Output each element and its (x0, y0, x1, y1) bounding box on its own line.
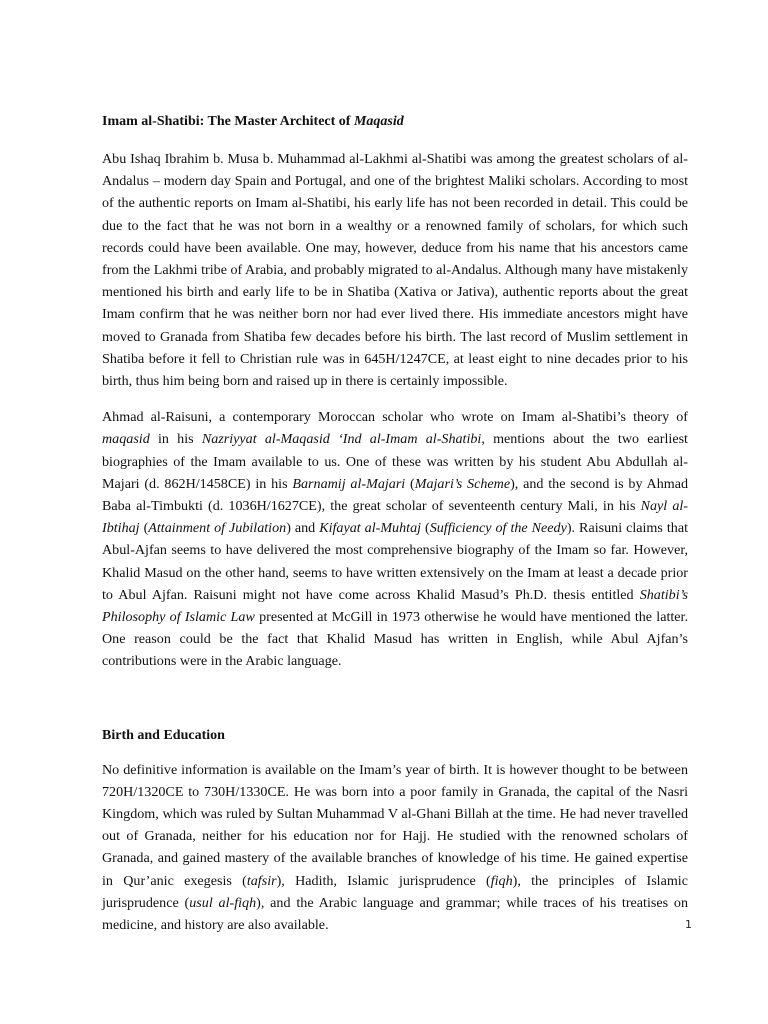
text-run: ( (139, 520, 149, 537)
text-run: No definitive information is available on the Imam’s year of birth. It is however thought to be between 720H/1320CE to 730H/1330CE. He was born into a poor family in Granada, the capital of the Nasri Kingdom, which was ruled by Sultan Muhammad V al-Ghani Billah at the time. He had never travelled out of Granada, neither for his education nor for Hajj. He studied with the renowned scholars of Granada, and gained mastery of the available branches of knowledge of his time. He gained expertise in Qur’anic exegesis ( (102, 761, 688, 889)
italic-book-title: Nayl al-Ibtihaj (102, 498, 688, 537)
paragraph-intro: Abu Ishaq Ibrahim b. Musa b. Muhammad al-Lakhmi al-Shatibi was among the greatest scholars of al-Andalus – modern day Spain and Portugal, and one of the brightest Maliki scholars. According to most of the authentic reports on Imam al-Shatibi, his early life has not been recorded in detail. This could be due to the fact that he was not born in a wealthy or a renowned family of scholars, for which such records could have been available. One may, however, deduce from his name that his ancestors came from the Lakhmi tribe of Arabia, and probably migrated to al-Andalus. Although many have mistakenly mentioned his birth and early life to be in Shatiba (Xativa or Jativa), authentic reports about the great Imam confirm that he was neither born nor had ever lived there. His immediate ancestors might have moved to Granada from Shatiba few decades before his birth. The last record of Muslim settlement in Shatiba before it fell to Christian rule was in 645H/1247CE, at least eight to nine decades prior to his birth, thus him being born and raised up in there is certainly impossible. (102, 151, 688, 390)
text-run: presented at McGill in 1973 otherwise he would have mentioned the latter. One reason could be the fact that Khalid Masud has written in English, while Abul Ajfan’s contributions were in the Arabic language. (102, 609, 688, 670)
text-run: , mentions about the two earliest biographies of the Imam available to us. One of these was written by his student Abu Abdullah al-Majari (d. 862H/1458CE) in his (102, 431, 688, 492)
italic-term: tafsir (246, 872, 277, 889)
italic-term: maqasid (102, 431, 150, 448)
text-run: Ahmad al-Raisuni, a contemporary Moroccan scholar who wrote on Imam al-Shatibi’s theory of (102, 409, 688, 426)
document-title (102, 112, 688, 131)
text-run: ), and the second is by Ahmad Baba al-Timbukti (d. 1036H/1627CE), the great scholar of seventeenth century Mali, in his (102, 475, 689, 515)
italic-book-title: Kifayat al-Muhtaj (319, 520, 422, 537)
italic-thesis-title: Shatibi’s Philosophy of Islamic Law (102, 586, 688, 626)
text-run: ). Raisuni claims that Abul-Ajfan seems to have delivered the most comprehensive biography of the Imam so far. However, Khalid Masud on the other hand, seems to have written extensively on the Imam at least a decade prior to Abul Ajfan. Raisuni might not have come across Khalid Masud’s Ph.D. thesis entitled (102, 520, 688, 603)
text-run: ), Hadith, Islamic jurisprudence ( (276, 872, 491, 889)
paragraph-birth (102, 759, 688, 937)
italic-translation: Majari’s Scheme (414, 475, 511, 492)
italic-term: usul al-fiqh (189, 894, 257, 911)
text-run: ( (421, 520, 430, 537)
text-run: ), and the Arabic language and grammar; while traces of his treatises on medicine, and history are also available. (102, 894, 688, 934)
page-number: 1 (685, 918, 692, 931)
text-run: ) and (286, 520, 320, 537)
text-run: ), the principles of Islamic jurisprudence ( (102, 872, 688, 911)
italic-translation: Attainment of Jubilation (148, 520, 287, 537)
text-run: ( (405, 475, 415, 492)
section-heading: Birth and Education (102, 727, 225, 743)
italic-book-title: Barnamij al-Majari (292, 475, 406, 492)
document-body (102, 112, 688, 950)
title-italic-term: Maqasid (353, 114, 404, 129)
section-spacer (102, 687, 688, 726)
paragraph-biographies (102, 406, 688, 672)
italic-term: fiqh (490, 872, 513, 889)
text-run: in his (149, 431, 202, 448)
italic-book-title: Nazriyyat al-Maqasid ‘Ind al-Imam al-Shatibi (201, 431, 482, 448)
italic-translation: Sufficiency of the Needy (429, 520, 567, 537)
title-text: Imam al-Shatibi: The Master Architect of (102, 114, 354, 129)
heading-spacer (102, 745, 688, 759)
